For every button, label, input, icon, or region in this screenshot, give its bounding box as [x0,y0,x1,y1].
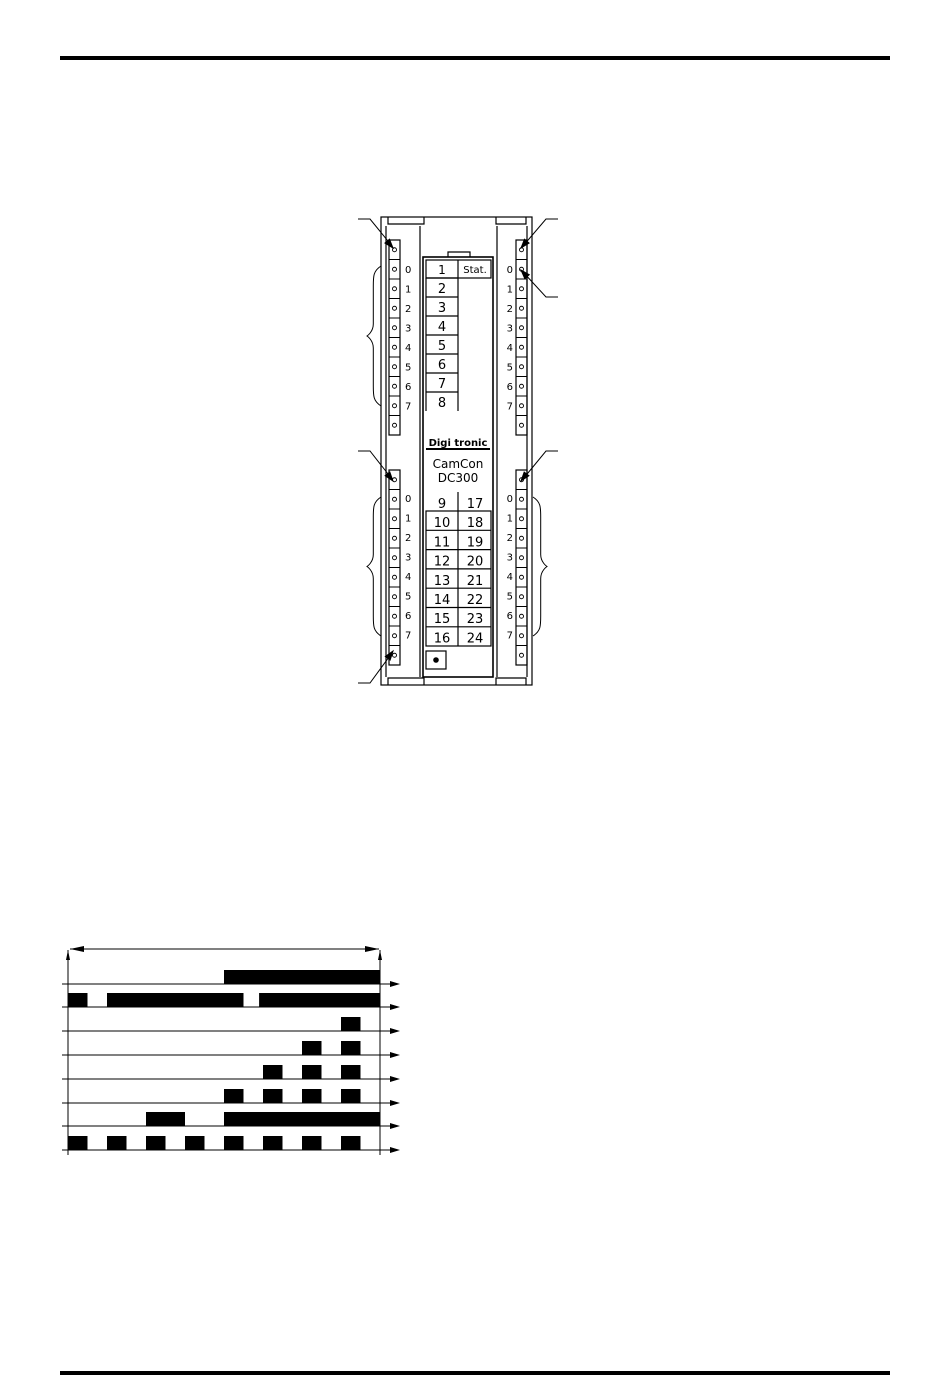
channel-number: 17 [466,497,484,512]
display-number: 1 [438,263,446,277]
signal-arrowhead [390,1076,400,1082]
terminal-screw [393,575,397,579]
channel-number: 19 [466,535,484,551]
signal-pulse [107,1136,127,1150]
timing-diagram [62,946,400,1155]
channel-number: 20 [466,554,484,570]
status-label: Stat. [463,265,487,276]
connector-label: 7 [405,401,412,413]
terminal-screw [520,326,524,330]
terminal-screw [520,497,524,501]
signal-pulse [224,1089,244,1103]
channel-number: 21 [466,573,484,589]
signal-arrowhead [390,981,400,987]
connector-label: 3 [506,552,513,564]
channel-number: 14 [433,593,451,608]
connector-label: 0 [405,265,412,276]
terminal-screw [393,287,397,291]
connector-label: 5 [506,591,513,603]
signal-pulse [259,993,380,1007]
brace [533,497,547,636]
terminal-screw [393,556,397,560]
connector-label: 6 [506,611,513,622]
terminal-screw [520,287,524,291]
terminal-screw [393,365,397,369]
terminal-screw [393,634,397,638]
signal-pulse [263,1065,283,1079]
display-number: 8 [437,396,447,411]
channel-number: 11 [433,535,451,551]
terminal-screw [520,536,524,540]
signal-pulse [341,1089,361,1103]
signal-pulse [302,1041,322,1055]
connector-label: 1 [506,284,513,296]
signal-pulse [224,1136,244,1150]
connector-label: 0 [506,265,513,276]
terminal-screw [393,536,397,540]
connector-label: 2 [506,304,513,315]
connector-label: 5 [506,362,513,374]
connector-label: 4 [405,572,412,583]
terminal-screw [520,404,524,408]
connector-label: 4 [506,343,513,354]
connector-label: 2 [405,533,412,544]
terminal-screw [393,404,397,408]
signal-pulse [341,1041,361,1055]
connector-label: 4 [405,343,412,354]
display-number: 3 [437,301,447,316]
channel-number: 24 [466,631,484,647]
channel-number: 13 [433,573,451,589]
brand-logo: Digi tronic [428,438,488,449]
terminal-screw [393,326,397,330]
signal-pulse [68,1136,88,1150]
terminal-screw [393,345,397,349]
terminal-screw [393,306,397,310]
signal-arrowhead [390,1052,400,1058]
terminal-screw [520,345,524,349]
channel-number: 15 [433,612,451,628]
signal-pulse [185,1136,205,1150]
signal-pulse [263,1089,283,1103]
channel-number: 16 [433,631,451,647]
terminal-screw [520,556,524,560]
terminal-screw [520,595,524,599]
signal-pulse [107,993,244,1007]
signal-arrowhead [390,1004,400,1010]
terminal-screw [520,384,524,388]
signal-arrowhead [390,1028,400,1034]
terminal-screw [393,497,397,501]
terminal-screw [393,267,397,271]
connector-label: 3 [506,323,513,335]
connector-label: 7 [506,630,513,642]
terminal-screw [520,614,524,618]
display-number: 2 [437,282,447,297]
display-number: 4 [437,320,447,335]
signal-pulse [341,1017,361,1031]
connector-label: 1 [506,513,513,525]
connector-label: 7 [405,630,412,642]
signal-arrowhead [390,1100,400,1106]
terminal-screw [393,517,397,521]
terminal-screw [520,248,524,252]
terminal-screw [520,653,524,657]
connector-label: 5 [405,591,412,603]
connector-label: 6 [405,611,412,622]
terminal-screw [520,423,524,427]
terminal-screw [393,595,397,599]
signal-pulse [68,993,88,1007]
display-number: 6 [437,358,447,373]
channel-number: 9 [437,497,447,512]
signal-pulse [146,1112,185,1126]
signal-pulse [224,1112,380,1126]
connector-label: 0 [506,494,513,505]
terminal-screw [520,634,524,638]
connector-label: 4 [506,572,513,583]
terminal-screw [520,517,524,521]
display-number: 5 [437,339,447,354]
terminal-screw [393,653,397,657]
signal-pulse [146,1136,166,1150]
signal-pulse [341,1136,361,1150]
signal-arrowhead [390,1123,400,1129]
connector-label: 6 [405,382,412,393]
connector-label: 2 [506,533,513,544]
terminal-screw [520,306,524,310]
signal-pulse [302,1089,322,1103]
channel-number: 12 [433,554,451,570]
device-name-line2: DC300 [437,471,479,485]
channel-number: 23 [466,612,484,628]
terminal-screw [520,365,524,369]
connector-label: 1 [405,284,412,296]
connector-label: 2 [405,304,412,315]
signal-arrowhead [390,1147,400,1153]
connector-label: 0 [405,494,412,505]
signal-pulse [224,970,380,984]
connector-label: 3 [405,323,412,335]
device-name-line1: CamCon [432,457,484,471]
terminal-screw [393,614,397,618]
connector-label: 5 [405,362,412,374]
display-number: 7 [437,377,447,392]
signal-pulse [341,1065,361,1079]
signal-pulse [263,1136,283,1150]
terminal-screw [393,423,397,427]
connector-label: 7 [506,401,513,413]
brace [367,266,381,406]
channel-number: 22 [466,593,484,608]
channel-number: 10 [433,516,451,532]
signal-pulse [302,1136,322,1150]
terminal-screw [393,384,397,388]
connector-label: 3 [405,552,412,564]
terminal-screw [520,575,524,579]
channel-number: 18 [466,516,484,532]
brace [367,497,381,636]
connector-label: 6 [506,382,513,393]
connector-label: 1 [405,513,412,525]
signal-pulse [302,1065,322,1079]
